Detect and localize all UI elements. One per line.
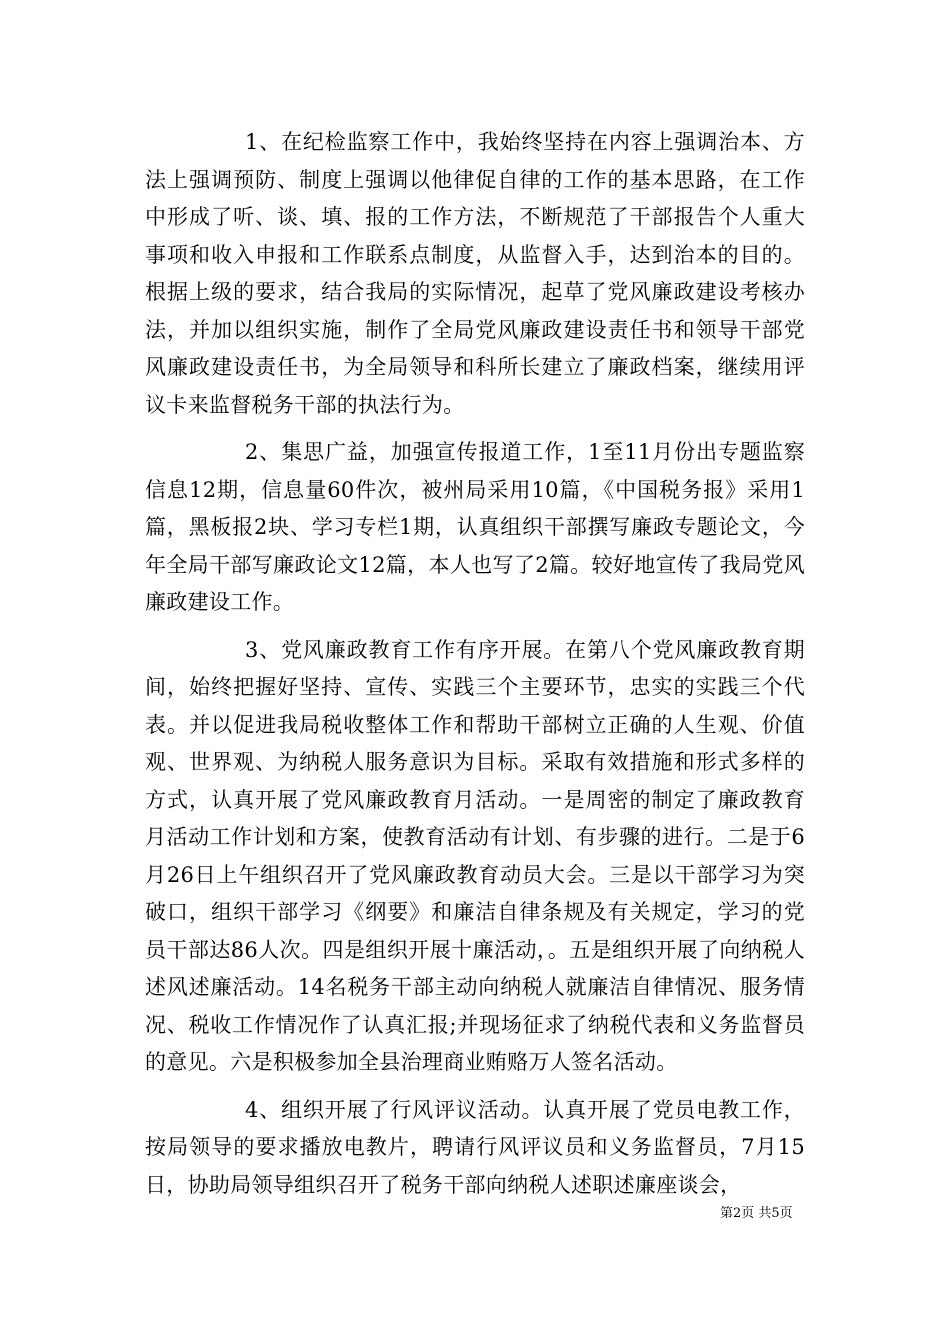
page-number-footer: 第2页 共5页 bbox=[720, 1206, 793, 1221]
paragraph-1: 1、在纪检监察工作中，我始终坚持在内容上强调治本、方法上强调预防、制度上强调以他律促自律的工作的基本思路，在工作中形成了听、谈、填、报的工作方法，不断规范了干部报告个人重大事项和收入申报和工作联系点制度，从监督入手，达到治本的目的。根据上级的要求，结合我局的实际情况，起草了党风廉政建设考核办法，并加以组织实施，制作了全局党风廉政建设责任书和领导干部党风廉政建设责任书，为全局领导和科所长建立了廉政档案，继续用评议卡来监督税务干部的执法行为。 bbox=[145, 130, 805, 417]
document-body bbox=[145, 124, 805, 1214]
paragraph-2: 2、集思广益，加强宣传报道工作，1至11月份出专题监察信息12期，信息量60件次，被州局采用10篇，《中国税务报》采用1篇，黑板报2块、学习专栏1期，认真组织干部撰写廉政专题论文，今年全局干部写廉政论文12篇，本人也写了2篇。较好地宣传了我局党风廉政建设工作。 bbox=[145, 440, 805, 614]
paragraph-4: 4、组织开展了行风评议活动。认真开展了党员电教工作，按局领导的要求播放电教片，聘请行风评议员和义务监督员，7月15日，协助局领导组织召开了税务干部向纳税人述职述廉座谈会， bbox=[145, 1097, 805, 1197]
paragraph-3: 3、党风廉政教育工作有序开展。在第八个党风廉政教育期间，始终把握好坚持、宣传、实践三个主要环节，忠实的实践三个代表。并以促进我局税收整体工作和帮助干部树立正确的人生观、价值观、世界观、为纳税人服务意识为目标。采取有效措施和形式多样的方式，认真开展了党风廉政教育月活动。一是周密的制定了廉政教育月活动工作计划和方案，使教育活动有计划、有步骤的进行。二是于6月26日上午组织召开了党风廉政教育动员大会。三是以干部学习为突破口，组织干部学习《纲要》和廉洁自律条规及有关规定，学习的党员干部达86人次。四是组织开展十廉活动，。五是组织开展了向纳税人述风述廉活动。14名税务干部主动向纳税人就廉洁自律情况、服务情况、税收工作情况作了认真汇报;并现场征求了纳税代表和义务监督员的意见。六是积极参加全县治理商业贿赂万人签名活动。 bbox=[145, 637, 805, 1074]
